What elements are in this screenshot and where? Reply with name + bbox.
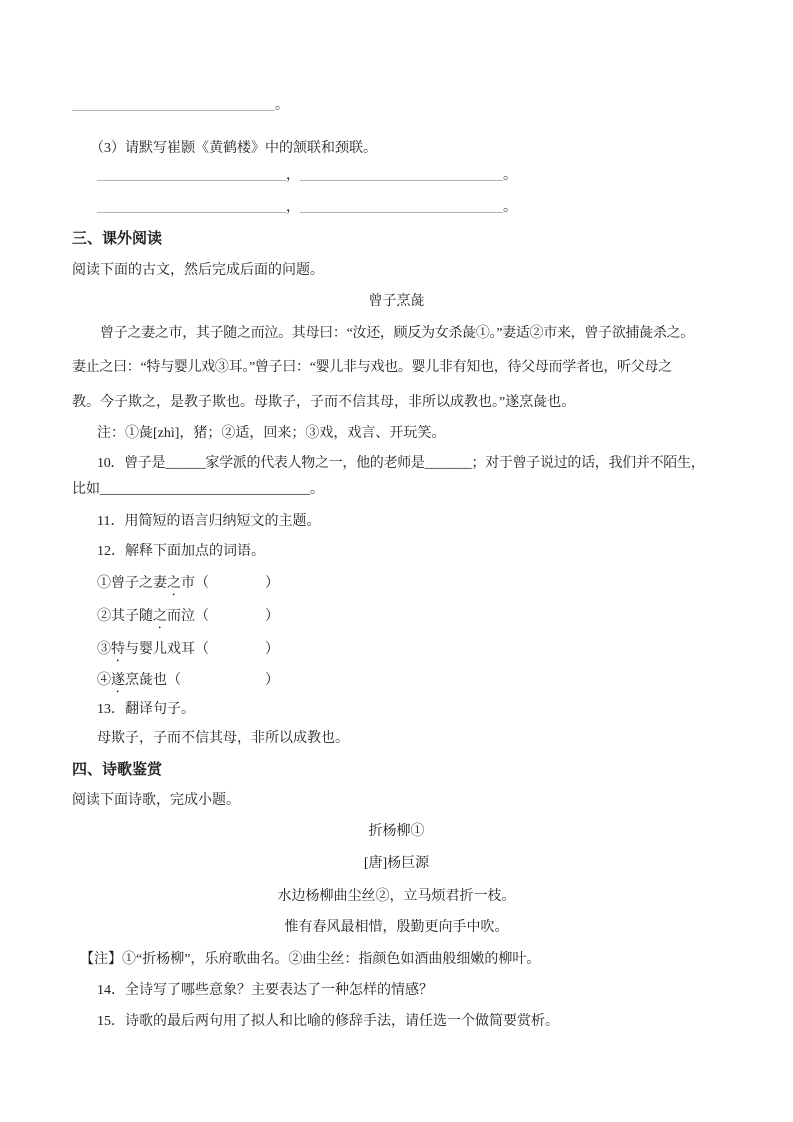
item-text: 市（ ） (181, 576, 279, 591)
answer-blank: ___________________________ (97, 200, 286, 215)
section-poetry-heading: 四、诗歌鉴赏 (72, 762, 163, 778)
answer-blank: _____________________________ (300, 200, 503, 215)
period-mark: 。 (310, 482, 324, 497)
answer-blank: _____________________________ (72, 98, 275, 113)
q3-answer-row-1 (97, 166, 517, 186)
q14-text: 14．全诗写了哪些意象？主要表达了一种怎样的情感？ (97, 983, 433, 998)
section-reading-heading: 三、课外阅读 (72, 231, 163, 247)
item-text: 与婴儿戏耳（ ） (125, 642, 279, 657)
item-text: ③ (97, 642, 111, 657)
emphasized-word: 遂 (111, 673, 125, 688)
q12-item-2 (97, 607, 279, 632)
poem-line-2: 惟有春风最相惜，殷勤更向手中吹。 (284, 920, 509, 935)
comma-mark: ， (286, 200, 300, 215)
q13-text: 13．翻译句子。 (97, 702, 195, 717)
emphasized-word: 之 (153, 609, 167, 624)
poem-note: 【注】①“折杨柳”，乐府歌曲名。②曲尘丝：指颜色如酒曲般细嫩的柳叶。 (80, 952, 541, 967)
q10-continuation (72, 480, 324, 500)
q13-sentence: 母欺子，子而不信其母，非所以成教也。 (97, 731, 349, 746)
item-text: ②其子随 (97, 609, 153, 624)
emphasized-word: 特 (111, 642, 125, 657)
item-text: 而泣（ ） (167, 609, 279, 624)
passage-title: 曾子烹彘 (368, 294, 425, 309)
period-mark: 。 (275, 98, 289, 113)
q10-text: 10．曾子是______家学派的代表人物之一，他的老师是_______；对于曾子说过的话，我们并不陌生， (97, 456, 705, 471)
poem-title: 折杨柳① (368, 824, 425, 839)
comma-mark: ， (286, 168, 300, 183)
q12-item-1 (97, 574, 279, 599)
q10-prefix: 比如 (72, 482, 100, 497)
q12-item-3 (97, 640, 279, 665)
period-mark: 。 (503, 200, 517, 215)
passage-line-3: 教。今子欺之，是教子欺也。母欺子，子而不信其母，非所以成教也。”遂烹彘也。 (72, 395, 576, 410)
continuation-answer-blank-line (72, 96, 289, 116)
item-text: ④ (97, 673, 111, 688)
passage-notes: 注：①彘[zhì]，猪；②适，回来；③戏，戏言、开玩笑。 (97, 426, 446, 441)
q12-item-4 (97, 671, 279, 696)
q15-text: 15．诗歌的最后两句用了拟人和比喻的修辞手法，请任选一个做简要赏析。 (97, 1014, 559, 1029)
poetry-instructions: 阅读下面诗歌，完成小题。 (72, 793, 240, 808)
item-text: ①曾子之妻 (97, 576, 167, 591)
q3-answer-row-2 (97, 198, 517, 218)
emphasized-word: 之 (167, 576, 181, 591)
q12-text: 12．解释下面加点的词语。 (97, 544, 265, 559)
reading-instructions: 阅读下面的古文，然后完成后面的问题。 (72, 263, 324, 278)
answer-blank: ______________________________ (100, 482, 310, 497)
q11-text: 11．用简短的语言归纳短文的主题。 (97, 514, 321, 529)
period-mark: 。 (503, 168, 517, 183)
poem-author: [唐]杨巨源 (363, 856, 430, 871)
answer-blank: ___________________________ (97, 168, 286, 183)
q3-prompt: （3）请默写崔颢《黄鹤楼》中的颔联和颈联。 (90, 141, 377, 156)
passage-line-2: 妻止之曰：“特与婴儿戏③耳。”曾子曰：“婴儿非与戏也。婴儿非有知也，待父母而学者也，听父母之 (72, 360, 672, 375)
passage-line-1: 曾子之妻之市，其子随之而泣。其母曰：“汝还，顾反为女杀彘①。”妻适②市来，曾子欲捕彘杀之。 (100, 326, 694, 341)
answer-blank: _____________________________ (300, 168, 503, 183)
item-text: 烹彘也（ ） (125, 673, 279, 688)
poem-line-1: 水边杨柳曲尘丝②，立马烦君折一枝。 (277, 889, 516, 904)
